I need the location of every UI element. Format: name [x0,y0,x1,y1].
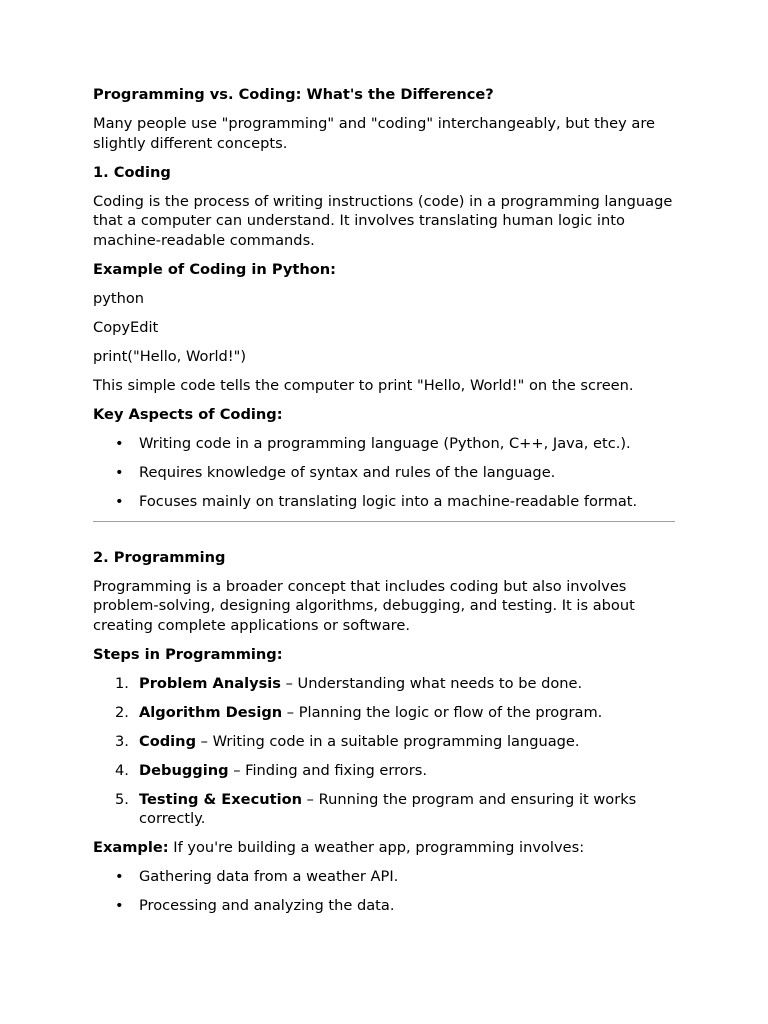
document-title: Programming vs. Coding: What's the Difference? [93,86,494,103]
code-language-label: python [93,289,145,307]
code-line: print("Hello, World!") [93,347,247,365]
coding-aspects-heading: Key Aspects of Coding: [93,405,283,423]
list-item [93,492,675,512]
bullet-icon: • [115,463,124,481]
step-term: Debugging [139,761,229,779]
list-item [93,463,675,483]
bullet-icon: • [115,492,124,510]
list-item-text: Writing code in a programming language (Python, C++, Java, etc.). [139,434,631,452]
step-number: 2. [115,703,129,721]
step-term: Problem Analysis [139,674,281,692]
step-text: – Running the program and ensuring it works correctly. [139,790,637,827]
programming-example [93,838,675,858]
list-item [93,732,675,752]
coding-aspects-list [93,434,675,512]
list-item-text: Focuses mainly on translating logic into a machine-readable format. [139,492,638,510]
list-item-text: Requires knowledge of syntax and rules of the language. [139,463,556,481]
programming-example-list [93,867,675,916]
step-term: Testing & Execution [139,790,303,808]
list-item-text: Processing and analyzing the data. [139,897,395,914]
programming-steps-list [93,674,675,829]
step-term: Coding [139,732,197,750]
bullet-icon: • [115,868,124,885]
copy-edit-label: CopyEdit [93,318,159,336]
list-item [93,790,675,829]
step-number: 5. [115,790,129,808]
intro-paragraph: Many people use "programming" and "coding" interchangeably, but they are slightly different concepts. [93,115,655,152]
step-number: 1. [115,674,129,692]
section-divider [93,521,675,522]
list-item [93,761,675,781]
coding-heading: 1. Coding [93,163,171,181]
step-text: – Finding and fixing errors. [228,761,427,779]
example-label: Example: [93,839,169,856]
coding-description: Coding is the process of writing instructions (code) in a programming language that a computer can understand. It involves translating human logic into machine-readable commands. [93,192,673,249]
step-text: – Understanding what needs to be done. [280,674,583,692]
step-text: – Writing code in a suitable programming language. [196,732,580,750]
list-item [93,674,675,694]
programming-heading: 2. Programming [93,548,226,566]
step-text: – Planning the logic or flow of the program. [282,703,603,721]
list-item-text: Gathering data from a weather API. [139,868,399,885]
code-explanation: This simple code tells the computer to print "Hello, World!" on the screen. [93,376,634,394]
programming-description: Programming is a broader concept that includes coding but also involves problem-solving, designing algorithms, debugging, and testing. It is about creating complete applications or software. [93,577,635,634]
list-item [93,867,675,887]
programming-steps-heading: Steps in Programming: [93,645,283,663]
list-item [93,896,675,916]
step-number: 4. [115,761,129,779]
list-item [93,703,675,723]
document-page [93,85,675,916]
bullet-icon: • [115,434,124,452]
list-item [93,434,675,454]
coding-example-heading: Example of Coding in Python: [93,260,336,278]
bullet-icon: • [115,897,124,914]
step-number: 3. [115,732,129,750]
step-term: Algorithm Design [139,703,283,721]
example-text: If you're building a weather app, programming involves: [168,839,585,856]
